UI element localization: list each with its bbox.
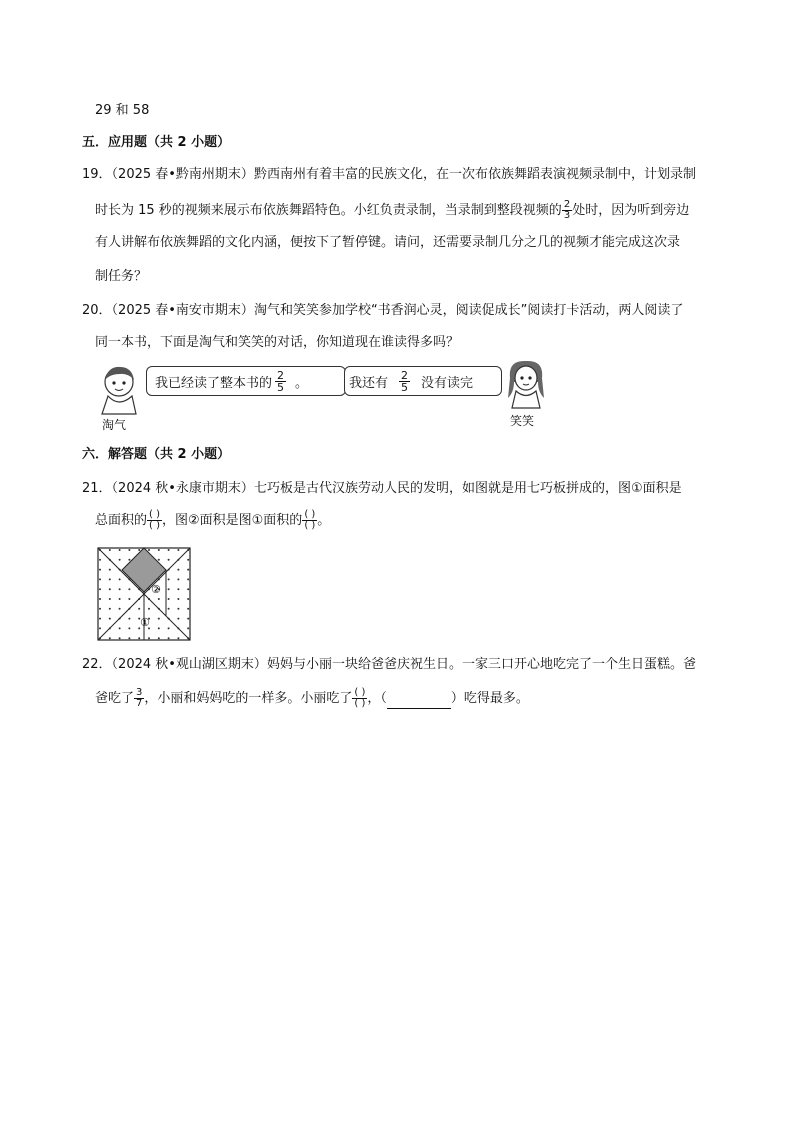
question-source: （2024 秋•永康市期末） [111, 481, 254, 496]
question-20-line1 [82, 302, 683, 320]
numerator-blank[interactable]: ( ) [304, 509, 316, 520]
question-number: 20． [82, 303, 112, 318]
bubble-text: 我还有 [349, 375, 389, 391]
tangram-figure [96, 546, 192, 642]
question-21-line1 [82, 480, 682, 498]
denominator-blank[interactable]: ( ) [354, 698, 366, 709]
question-source: （2025 春•南安市期末） [111, 303, 254, 318]
taoqi-name: 淘气 [102, 418, 127, 432]
numerator-blank[interactable]: ( ) [354, 687, 366, 698]
question-19-line2 [95, 200, 689, 221]
question-text: ）吃得最多。 [450, 691, 529, 706]
question-text: 七巧板是古代汉族劳动人民的发明，如图就是用七巧板拼成的，图①面积是 [253, 481, 682, 496]
question-number: 19． [82, 167, 112, 182]
xiaoxiao-name: 笑笑 [510, 414, 535, 428]
question-22-line2 [95, 688, 529, 709]
denominator-blank[interactable]: ( ) [149, 520, 160, 531]
numerator: 2 [563, 199, 571, 210]
numerator: 3 [136, 687, 143, 698]
denominator-blank[interactable]: ( ) [304, 520, 316, 531]
answer-blank[interactable] [387, 696, 451, 709]
question-text: 淘气和笑笑参加学校“书香润心灵，阅读促成长”阅读打卡活动，两人阅读了 [253, 303, 684, 318]
denominator: 5 [401, 380, 409, 394]
label-piece-1: ① [140, 616, 150, 629]
question-20-line2: 同一本书，下面是淘气和笑笑的对话，你知道现在谁读得多吗？ [95, 335, 460, 350]
bubble-text: 。 [295, 375, 309, 391]
answer-blank-fraction[interactable] [353, 688, 366, 709]
previous-answer: 29 和 58 [95, 103, 150, 118]
fraction-two-fifths [276, 370, 285, 393]
numerator: 2 [277, 368, 285, 382]
question-19-line4: 制任务？ [95, 269, 148, 284]
xiaoxiao-girl-icon [504, 358, 548, 410]
answer-blank-fraction[interactable] [148, 510, 161, 531]
answer-blank-fraction[interactable] [303, 510, 316, 531]
question-text: 总面积的 [95, 513, 148, 528]
question-text: 妈妈与小丽一块给爸爸庆祝生日。一家三口开心地吃完了一个生日蛋糕。爸 [266, 657, 696, 672]
xiaoxiao-speech-bubble [344, 366, 502, 396]
section-six-title: 六．解答题（共 2 小题） [82, 447, 231, 462]
taoqi-speech-bubble [146, 366, 346, 396]
question-text: ，图②面积是图①面积的 [162, 513, 303, 528]
question-text: ，（ [367, 691, 387, 706]
fraction-two-fifths [400, 370, 409, 393]
fraction-three-sevenths [135, 688, 143, 709]
bubble-text: 没有读完 [421, 375, 474, 391]
fraction-two-thirds [563, 200, 571, 221]
taoqi-boy-icon [98, 364, 142, 416]
question-text: ，小丽和妈妈吃的一样多。小丽吃了 [144, 691, 353, 706]
question-19-line3: 有人讲解布依族舞蹈的文化内涵，便按下了暂停键。请问，还需要录制几分之几的视频才能完成这次录 [95, 235, 681, 250]
question-text: 黔西南州有着丰富的民族文化，在一次布依族舞蹈表演视频录制中，计划录制 [253, 167, 696, 182]
denominator: 7 [136, 698, 143, 709]
question-number: 21． [82, 481, 112, 496]
section-five-title: 五．应用题（共 2 小题） [82, 135, 231, 150]
question-text: 处时，因为听到旁边 [572, 203, 690, 218]
bubble-text: 我已经读了整本书的 [155, 375, 273, 391]
question-text: 。 [317, 513, 331, 528]
question-text: 爸吃了 [95, 691, 135, 706]
denominator: 3 [563, 210, 571, 221]
question-source: （2024 秋•观山湖区期末） [111, 657, 267, 672]
question-number: 22． [82, 657, 112, 672]
denominator: 5 [277, 380, 285, 394]
label-piece-2: ② [151, 583, 161, 596]
question-19-line1 [82, 166, 696, 184]
question-21-line2 [95, 510, 330, 531]
question-22-line1 [82, 656, 696, 674]
numerator: 2 [401, 368, 409, 382]
question-source: （2025 春•黔南州期末） [111, 167, 254, 182]
numerator-blank[interactable]: ( ) [149, 509, 160, 520]
question-text: 时长为 15 秒的视频来展示布依族舞蹈特色。小红负责录制，当录制到整段视频的 [95, 203, 562, 218]
